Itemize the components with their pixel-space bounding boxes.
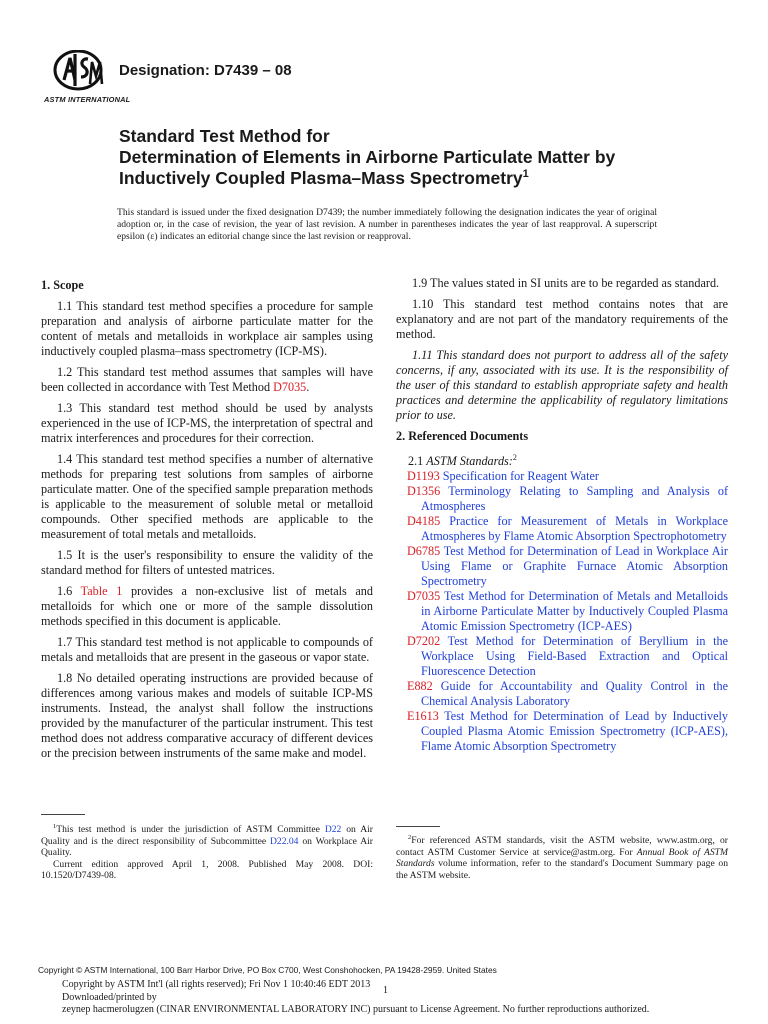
para-1-6-text-b: provides a non-exclusive list of metals and metalloids for which one or more of the sample dissolution methods specified in this document is applicable. xyxy=(41,584,373,628)
ref-code-link[interactable]: E1613 xyxy=(407,709,439,724)
footnote-1-marker: 1 xyxy=(53,823,57,830)
footnote-2 xyxy=(396,832,728,881)
subheading-number: 2.1 xyxy=(408,454,427,469)
ref-item xyxy=(396,634,728,679)
footnote-2-marker: 2 xyxy=(408,834,412,841)
para-1-2 xyxy=(41,365,373,395)
para-1-8: 1.8 No detailed operating instructions are provided because of differences among various makes and models of suitable ICP-MS instruments. Instead, the analyst shall follow the instructions provided by the manufacturer of the particular instrument. This test method does not address comparative accuracy of different devices or the precision between instruments of the same make and model. xyxy=(41,671,373,760)
astm-standards-subheading xyxy=(396,450,728,469)
para-1-11: 1.11 This standard does not purport to address all of the safety concerns, if any, associated with its use. It is the responsibility of the user of this standard to establish appropriate safety and health practices and determine the applicability of regulatory limitations prior to use. xyxy=(396,348,728,422)
ref-title-link[interactable]: Practice for Measurement of Metals in Workplace Atmospheres by Flame Atomic Absorption Spectrophotometry xyxy=(421,514,728,544)
footnote-1 xyxy=(41,821,373,859)
footnote-1-text-c: on Workplace Air Quality. xyxy=(41,835,374,859)
designation: Designation: D7439 – 08 xyxy=(119,62,292,79)
ref-title-link[interactable]: Terminology Relating to Sampling and Analysis of Atmospheres xyxy=(421,484,729,514)
title-line-3-text: Inductively Coupled Plasma–Mass Spectrometry xyxy=(119,168,523,188)
ref-code-link[interactable]: D7202 xyxy=(407,634,441,649)
download-notice xyxy=(62,979,742,1017)
para-1-2-text-b: . xyxy=(306,380,310,394)
astm-logo xyxy=(44,50,131,106)
document-title xyxy=(119,126,615,189)
ref-title-link[interactable]: Test Method for Determination of Lead in Workplace Air Using Flame or Graphite Furnace Atomic Absorption Spectrometry xyxy=(421,544,728,589)
right-column xyxy=(396,276,728,754)
page-number: 1 xyxy=(383,985,388,996)
left-column xyxy=(41,276,373,767)
para-1-2-text-a: 1.2 This standard test method assumes that samples will have been collected in accordance with Test Method xyxy=(41,365,373,394)
subheading-footnote-marker: 2 xyxy=(512,453,517,462)
footnote-left xyxy=(41,821,373,882)
issuance-note: This standard is issued under the fixed designation D7439; the number immediately following the designation indicates the year of original adoption or, in the case of revision, the year of last revision. A number in parentheses indicates the year of last reapproval. A superscript epsilon (ε) indicates an editorial change since the last revision or reapproval. xyxy=(117,207,657,242)
ref-code-link[interactable]: D7035 xyxy=(407,589,441,604)
referenced-documents-list xyxy=(396,450,728,754)
ref-title-link[interactable]: Specification for Reagent Water xyxy=(442,469,599,484)
ref-item xyxy=(396,469,728,484)
footnote-divider-left xyxy=(41,814,85,815)
title-line-3 xyxy=(119,168,615,189)
footnote-2-text-b: volume information, refer to the standard's Document Summary page on the ASTM website. xyxy=(396,858,728,881)
title-line-1: Standard Test Method for xyxy=(119,126,330,146)
footnote-2-italic: Annual Book of ASTM Standards xyxy=(396,846,728,870)
subheading-label: ASTM Standards: xyxy=(426,454,513,469)
ref-item xyxy=(396,589,728,634)
ref-item xyxy=(396,709,728,754)
ref-code-link[interactable]: D1356 xyxy=(407,484,441,499)
ref-title-link[interactable]: Test Method for Determination of Metals and Metalloids in Airborne Particulate Matter by Inductively Coupled Plasma Atomic Emission Spectrometry (ICP-AES) xyxy=(421,589,729,634)
ref-code-link[interactable]: D1193 xyxy=(407,469,440,484)
ref-title-link[interactable]: Test Method for Determination of Lead by Inductively Coupled Plasma Atomic Emission Spectrometry (ICP-AES), Flame Atomic Absorption Spectrometry xyxy=(421,709,729,754)
download-line-2: Downloaded/printed by xyxy=(62,991,157,1003)
title-line-2: Determination of Elements in Airborne Particulate Matter by xyxy=(119,147,616,167)
download-line-3: zeynep hacmerolugzen (CINAR ENVIRONMENTAL LABORATORY INC) pursuant to License Agreement. No further reproductions authorized. xyxy=(62,1004,650,1015)
ref-item xyxy=(396,514,728,544)
ref-code-link[interactable]: D4185 xyxy=(407,514,441,529)
download-line-1: Copyright by ASTM Int'l (all rights reserved); Fri Nov 1 10:40:46 EDT 2013 xyxy=(62,979,371,990)
para-1-4: 1.4 This standard test method specifies a number of alternative methods for preparing test solutions from samples of airborne particulate matter. One of the specified sample preparation methods is applicable to the measurement of soluble metal or metalloid compounds. Other specified methods are applicable to the measurement of total metals and metalloids. xyxy=(41,452,373,541)
ref-item xyxy=(396,484,728,514)
footnote-2-text-a: For referenced ASTM standards, visit the ASTM website, www.astm.org, or contact ASTM Customer Service at service@astm.org. For xyxy=(396,835,728,858)
section-1-heading: 1. Scope xyxy=(41,278,84,292)
title-footnote-marker: 1 xyxy=(522,168,529,181)
ref-title-link[interactable]: Test Method for Determination of Beryllium in the Workplace Using Field-Based Extraction and Optical Fluorescence Detection xyxy=(421,634,729,679)
link-table-1[interactable]: Table 1 xyxy=(80,584,123,598)
para-1-6-text-a: 1.6 xyxy=(57,584,81,598)
ref-item xyxy=(396,544,728,589)
footnote-right xyxy=(396,832,728,881)
section-2-heading: 2. Referenced Documents xyxy=(396,429,529,443)
ref-code-link[interactable]: E882 xyxy=(407,679,433,694)
para-1-9: 1.9 The values stated in SI units are to be regarded as standard. xyxy=(412,276,720,290)
ref-code-link[interactable]: D6785 xyxy=(407,544,441,559)
copyright-line: Copyright © ASTM International, 100 Barr Harbor Drive, PO Box C700, West Conshohocken, PA 19428-2959. United States xyxy=(38,965,497,975)
para-1-6 xyxy=(41,584,373,629)
footnote-1-text-b: on Air Quality and is the direct responsibility of Subcommittee xyxy=(41,824,373,847)
link-subcommittee-d22-04[interactable]: D22.04 xyxy=(269,835,299,847)
footnote-1-edition: Current edition approved April 1, 2008. Published May 2008. DOI: 10.1520/D7439-08. xyxy=(41,858,373,882)
para-1-1: 1.1 This standard test method specifies a procedure for sample preparation and analysis of airborne particulate matter for the content of metals and metalloids in workplace air samples using inductively coupled plasma–mass spectrometry (ICP-MS). xyxy=(41,299,373,358)
logo-wordmark: ASTM INTERNATIONAL xyxy=(44,95,131,104)
link-committee-d22[interactable]: D22 xyxy=(324,824,342,836)
para-1-5: 1.5 It is the user's responsibility to ensure the validity of the standard method for filters of untested matrices. xyxy=(41,548,373,577)
para-1-10: 1.10 This standard test method contains notes that are explanatory and are not part of the mandatory requirements of the method. xyxy=(396,297,728,341)
para-1-3: 1.3 This standard test method should be used by analysts experienced in the use of ICP-MS, the interpretation of spectral and matrix interferences and procedures for their correction. xyxy=(41,401,373,445)
link-d7035[interactable]: D7035 xyxy=(273,380,307,394)
footnote-divider-right xyxy=(396,826,440,827)
ref-title-link[interactable]: Guide for Accountability and Quality Control in the Chemical Analysis Laboratory xyxy=(421,679,728,709)
para-1-7: 1.7 This standard test method is not applicable to compounds of metals and metalloids that are present in the gaseous or vapor state. xyxy=(41,635,373,664)
ref-item xyxy=(396,679,728,709)
footnote-1-text-a: This test method is under the jurisdiction of ASTM Committee xyxy=(56,824,325,836)
